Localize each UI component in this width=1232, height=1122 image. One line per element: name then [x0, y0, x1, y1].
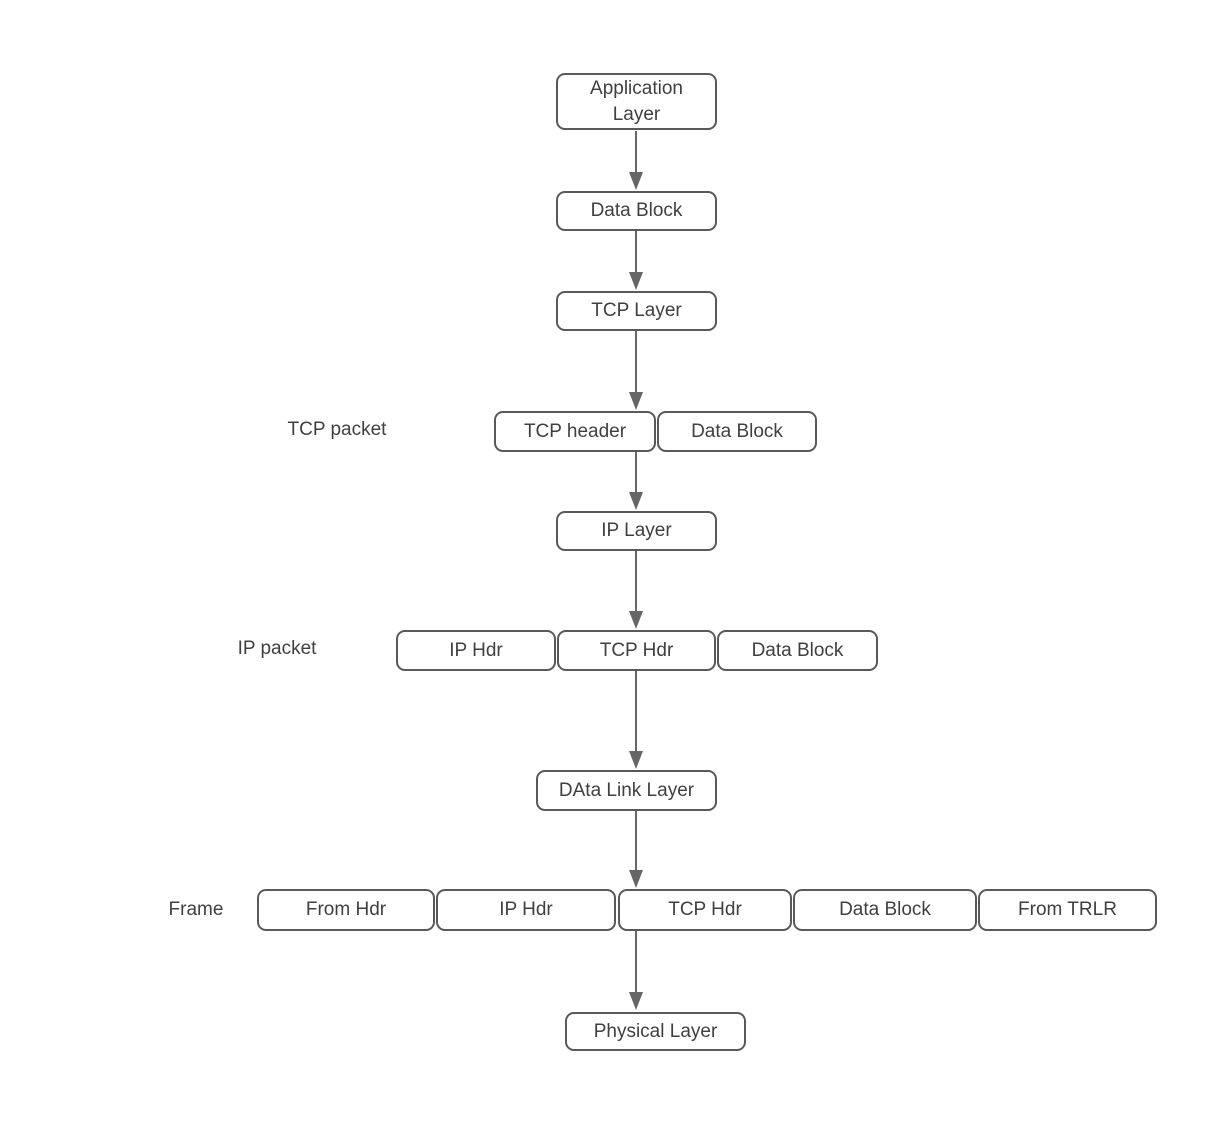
row-label-frame: Frame [168, 899, 224, 920]
node-data-block-application: Data Block [556, 191, 717, 231]
arrow-iplayer-to-ippacket [629, 551, 643, 629]
arrow-app-to-datablock [629, 131, 643, 190]
node-ip-hdr-ip-packet: IP Hdr [396, 630, 556, 671]
node-ip-layer: IP Layer [556, 511, 717, 551]
arrow-ippacket-to-datalink [629, 671, 643, 769]
node-data-link-layer: DAta Link Layer [536, 770, 717, 811]
node-tcp-layer: TCP Layer [556, 291, 717, 331]
node-physical-layer: Physical Layer [565, 1012, 746, 1051]
arrow-tcppacket-to-iplayer [629, 452, 643, 510]
node-from-trlr: From TRLR [978, 889, 1157, 931]
arrow-tcplayer-to-tcppacket [629, 331, 643, 410]
node-tcp-header: TCP header [494, 411, 656, 452]
row-label-ip-packet: IP packet [237, 638, 317, 659]
row-label-tcp-packet: TCP packet [287, 419, 387, 440]
node-tcp-hdr-frame: TCP Hdr [618, 889, 792, 931]
arrow-datablock-to-tcplayer [629, 231, 643, 290]
node-from-hdr: From Hdr [257, 889, 435, 931]
node-ip-hdr-frame: IP Hdr [436, 889, 616, 931]
node-data-block-frame: Data Block [793, 889, 977, 931]
node-application-layer: Application Layer [556, 73, 717, 130]
node-tcp-hdr-ip-packet: TCP Hdr [557, 630, 716, 671]
node-data-block-ip-packet: Data Block [717, 630, 878, 671]
arrow-datalink-to-frame [629, 811, 643, 888]
node-data-block-tcp-packet: Data Block [657, 411, 817, 452]
arrow-frame-to-physical [629, 931, 643, 1010]
